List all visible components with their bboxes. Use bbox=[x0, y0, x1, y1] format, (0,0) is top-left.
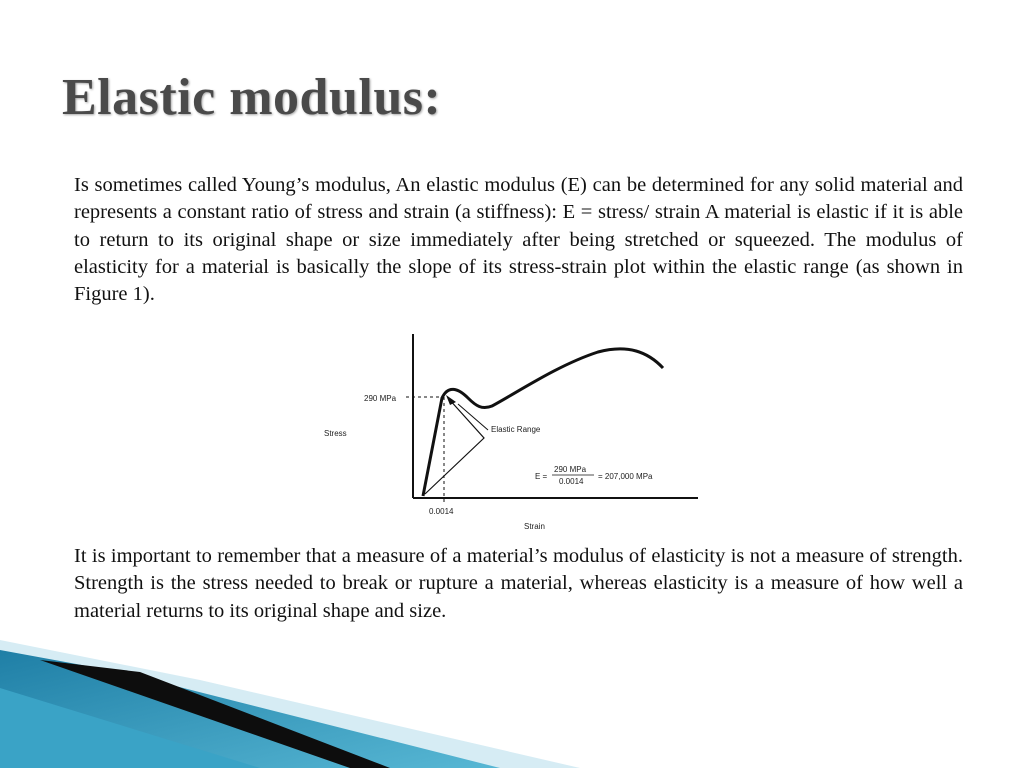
closing-paragraph: It is important to remember that a measure of a material’s modulus of elasticity is not a measure of strength. Strength is the stress needed to break or rupture a material, whereas elasticity is a measure of how well a material returns to its original shape and size. bbox=[74, 545, 963, 622]
swoosh-light-band bbox=[0, 640, 580, 768]
x-axis-label: Strain bbox=[524, 522, 545, 531]
y-axis-label: Stress bbox=[324, 429, 347, 438]
elastic-range-arrowhead bbox=[446, 395, 456, 405]
slide-title: Elastic modulus: bbox=[62, 69, 442, 126]
formula-rhs: = 207,000 MPa bbox=[598, 472, 653, 481]
swoosh-teal-band bbox=[0, 688, 260, 768]
intro-paragraph: Is sometimes called Young’s modulus, An elastic modulus (E) can be determined for any solid material and represents a constant ratio of stress and strain (a stiffness): E = stress/ strain A material is elastic if it is able to return to its original shape or size immediately after being stretched or squeezed. The modulus of elasticity for a material is basically the slope of its stress-strain plot within the elastic range (as shown in Figure 1). bbox=[74, 174, 963, 306]
formula-lhs: E = bbox=[535, 472, 548, 481]
swoosh-blue-band bbox=[0, 650, 500, 768]
strain-tick-label: 0.0014 bbox=[429, 507, 454, 516]
formula-numerator: 290 MPa bbox=[554, 465, 587, 474]
stress-strain-figure bbox=[318, 330, 718, 535]
swoosh-black-stripe bbox=[40, 660, 390, 768]
elastic-range-label: Elastic Range bbox=[491, 425, 541, 434]
stress-tick-label: 290 MPa bbox=[364, 394, 397, 403]
formula-denominator: 0.0014 bbox=[559, 477, 584, 486]
